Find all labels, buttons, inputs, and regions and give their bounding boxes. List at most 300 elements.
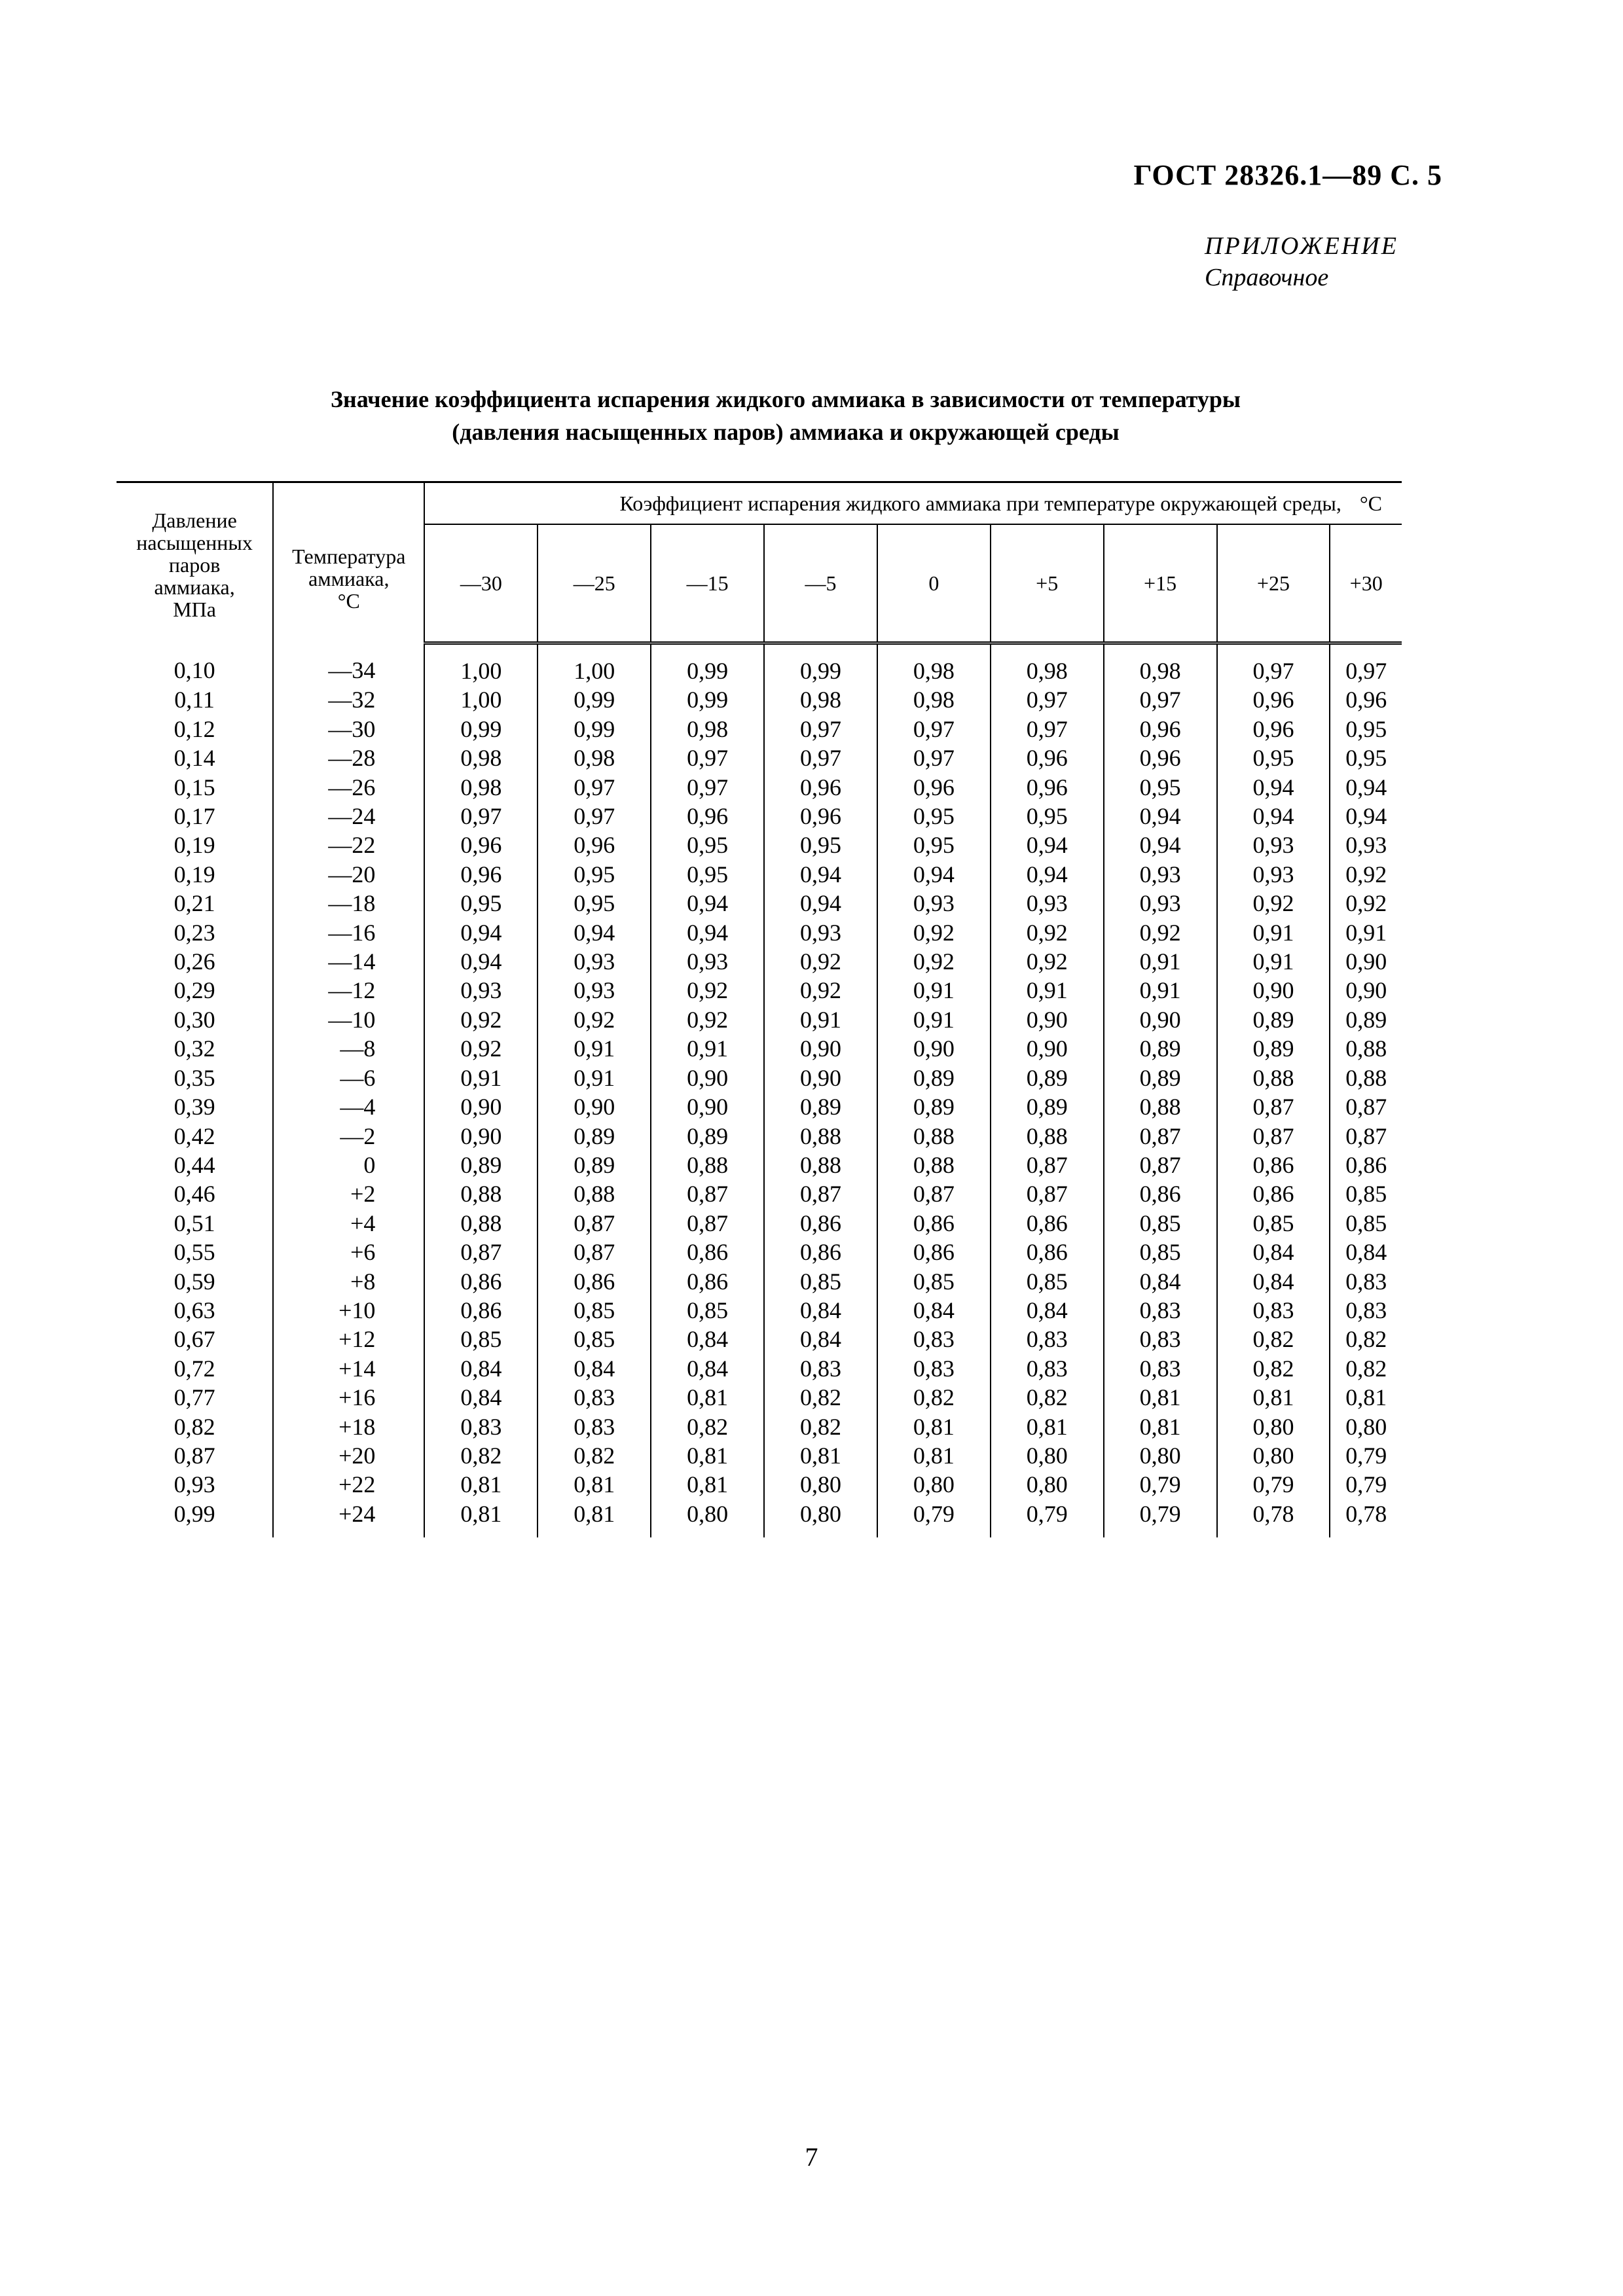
ammonia-temp-cell: +16: [273, 1383, 424, 1412]
coefficient-cell: 0,81: [1104, 1383, 1217, 1412]
table-row: [117, 1005, 1402, 1034]
coefficient-cell: 0,92: [651, 1005, 764, 1034]
table-row: [117, 1412, 1402, 1441]
pressure-cell: 0,29: [117, 976, 273, 1005]
coefficient-cell: 0,96: [1104, 744, 1217, 772]
coefficient-cell: 0,85: [1104, 1209, 1217, 1238]
ammonia-temp-cell: —18: [273, 889, 424, 918]
coefficient-cell: 0,94: [651, 889, 764, 918]
ammonia-temp-cell: —8: [273, 1034, 424, 1063]
ammonia-temp-cell: —22: [273, 831, 424, 859]
coefficient-cell: 0,93: [764, 918, 877, 947]
coefficient-cell: 0,81: [651, 1383, 764, 1412]
coefficient-cell: 0,87: [424, 1238, 538, 1266]
coefficient-cell: 0,87: [651, 1179, 764, 1208]
table-row: [117, 976, 1402, 1005]
coefficient-cell: 0,89: [1217, 1005, 1330, 1034]
coefficient-cell: 0,99: [764, 643, 877, 686]
coefficient-cell: 0,86: [764, 1209, 877, 1238]
coefficient-cell: 0,84: [424, 1383, 538, 1412]
header-coefficient-group: Коэффициент испарения жидкого аммиака при температуре окружающей среды, °С: [424, 482, 1402, 525]
coefficient-cell: 0,94: [764, 889, 877, 918]
table-row: [117, 685, 1402, 714]
coefficient-cell: 0,88: [877, 1151, 991, 1179]
coefficient-cell: 0,83: [1345, 1297, 1387, 1323]
ammonia-temp-cell: —12: [273, 976, 424, 1005]
ammonia-temp-cell: —6: [273, 1064, 424, 1092]
coefficient-cell: 0,97: [1104, 685, 1217, 714]
coefficient-cell: 0,92: [424, 1005, 538, 1034]
header-ambient-temp: —30: [424, 524, 538, 643]
coefficient-cell: 0,82: [764, 1383, 877, 1412]
coefficient-cell: 0,93: [1104, 860, 1217, 889]
coefficient-cell: 0,84: [651, 1354, 764, 1383]
coefficient-cell: 0,86: [651, 1267, 764, 1296]
pressure-cell: 0,14: [117, 744, 273, 772]
coefficient-cell: 0,90: [1217, 976, 1330, 1005]
coefficient-cell: 0,95: [877, 831, 991, 859]
ammonia-temp-cell: +4: [273, 1209, 424, 1238]
ammonia-temp-cell: +24: [273, 1499, 424, 1537]
coefficient-cell: 0,86: [991, 1238, 1104, 1266]
coefficient-cell: 0,88: [764, 1122, 877, 1151]
coefficient-cell: 0,96: [764, 802, 877, 831]
coefficient-cell: 0,85: [1345, 1181, 1387, 1208]
coefficient-cell: 0,83: [1104, 1325, 1217, 1354]
coefficient-cell: 0,96: [424, 831, 538, 859]
coefficient-cell: 0,90: [877, 1034, 991, 1063]
evaporation-coefficient-table: [117, 481, 1402, 1537]
coefficient-cell: 0,85: [424, 1325, 538, 1354]
pressure-cell: 0,39: [117, 1092, 273, 1121]
coefficient-cell: 0,90: [424, 1122, 538, 1151]
pressure-cell: 0,17: [117, 802, 273, 831]
coefficient-cell: 0,87: [1217, 1092, 1330, 1121]
coefficient-cell: 0,91: [651, 1034, 764, 1063]
coefficient-cell: 0,79: [1345, 1442, 1387, 1469]
coefficient-cell: 0,86: [1217, 1179, 1330, 1208]
coefficient-cell: 0,98: [764, 685, 877, 714]
coefficient-cell: 0,90: [764, 1034, 877, 1063]
coefficient-cell: 0,94: [1345, 803, 1387, 830]
coefficient-cell: 0,79: [1104, 1470, 1217, 1499]
table-row: [117, 802, 1402, 831]
coefficient-cell: 0,80: [1217, 1441, 1330, 1470]
coefficient-cell: 0,98: [538, 744, 651, 772]
coefficient-cell: 0,87: [877, 1179, 991, 1208]
coefficient-cell: 0,94: [1104, 802, 1217, 831]
coefficient-cell: 0,83: [1217, 1296, 1330, 1325]
coefficient-cell: 0,84: [991, 1296, 1104, 1325]
coefficient-cell: 0,95: [1345, 715, 1387, 742]
coefficient-cell: 0,97: [651, 744, 764, 772]
coefficient-cell: 0,92: [538, 1005, 651, 1034]
coefficient-cell: 0,89: [538, 1122, 651, 1151]
coefficient-cell: 0,96: [991, 773, 1104, 802]
pressure-cell: 0,55: [117, 1238, 273, 1266]
coefficient-cell: 0,79: [1345, 1471, 1387, 1498]
ammonia-temp-cell: —30: [273, 715, 424, 744]
table-row: [117, 1151, 1402, 1179]
coefficient-cell: 0,80: [1217, 1412, 1330, 1441]
coefficient-cell: 0,81: [1345, 1384, 1387, 1411]
coefficient-cell: 0,83: [1104, 1296, 1217, 1325]
coefficient-cell: 0,87: [1217, 1122, 1330, 1151]
coefficient-cell: 0,93: [991, 889, 1104, 918]
coefficient-cell: 0,87: [991, 1151, 1104, 1179]
coefficient-cell: 0,79: [877, 1499, 991, 1537]
ammonia-temp-cell: —10: [273, 1005, 424, 1034]
coefficient-cell: 0,80: [991, 1441, 1104, 1470]
coefficient-cell: 0,98: [877, 643, 991, 686]
pressure-cell: 0,87: [117, 1441, 273, 1470]
coefficient-cell: 0,88: [1104, 1092, 1217, 1121]
coefficient-cell: 0,94: [424, 918, 538, 947]
coefficient-cell: 0,82: [424, 1441, 538, 1470]
coefficient-cell: 0,98: [424, 773, 538, 802]
coefficient-cell: 0,92: [991, 918, 1104, 947]
coefficient-cell: 0,95: [651, 860, 764, 889]
coefficient-cell: 0,86: [424, 1296, 538, 1325]
coefficient-cell: 0,92: [1345, 861, 1387, 888]
coefficient-cell: 0,98: [1104, 643, 1217, 686]
coefficient-cell: 0,82: [651, 1412, 764, 1441]
coefficient-cell: 0,81: [424, 1499, 538, 1537]
coefficient-cell: 0,97: [651, 773, 764, 802]
pressure-cell: 0,46: [117, 1179, 273, 1208]
coefficient-cell: 0,93: [538, 976, 651, 1005]
pressure-cell: 0,77: [117, 1383, 273, 1412]
coefficient-cell: 0,86: [424, 1267, 538, 1296]
page-number: 7: [805, 2142, 818, 2172]
table-row: [117, 1499, 1402, 1537]
coefficient-cell: 0,97: [877, 715, 991, 744]
coefficient-cell: 0,88: [764, 1151, 877, 1179]
table-row: [117, 1296, 1402, 1325]
coefficient-cell: 0,94: [424, 947, 538, 976]
coefficient-cell: 0,91: [1345, 919, 1387, 946]
coefficient-cell: 0,80: [991, 1470, 1104, 1499]
coefficient-cell: 0,81: [538, 1499, 651, 1537]
coefficient-cell: 0,81: [651, 1441, 764, 1470]
header-ambient-temp: —25: [538, 524, 651, 643]
pressure-cell: 0,42: [117, 1122, 273, 1151]
coefficient-cell: 0,95: [538, 860, 651, 889]
coefficient-cell: 0,86: [991, 1209, 1104, 1238]
coefficient-cell: 0,92: [1217, 889, 1330, 918]
coefficient-cell: 0,97: [538, 773, 651, 802]
coefficient-cell: 0,94: [651, 918, 764, 947]
coefficient-cell: 0,87: [764, 1179, 877, 1208]
table-row: [117, 1470, 1402, 1499]
header-ammonia-temperature: Температура аммиака, °С: [273, 482, 424, 643]
coefficient-cell: 0,90: [991, 1034, 1104, 1063]
table-row: [117, 889, 1402, 918]
coefficient-cell: 0,96: [764, 773, 877, 802]
pressure-cell: 0,23: [117, 918, 273, 947]
ammonia-temp-cell: +8: [273, 1267, 424, 1296]
pressure-cell: 0,82: [117, 1412, 273, 1441]
coefficient-cell: 0,82: [1345, 1326, 1387, 1353]
header-ambient-temp: +30: [1330, 524, 1402, 643]
coefficient-cell: 0,85: [538, 1325, 651, 1354]
coefficient-cell: 0,81: [1104, 1412, 1217, 1441]
coefficient-cell: 0,93: [1217, 831, 1330, 859]
coefficient-cell: 0,86: [877, 1238, 991, 1266]
coefficient-cell: 0,83: [538, 1383, 651, 1412]
coefficient-cell: 0,99: [651, 643, 764, 686]
coefficient-cell: 0,85: [991, 1267, 1104, 1296]
ammonia-temp-cell: —4: [273, 1092, 424, 1121]
coefficient-cell: 0,82: [877, 1383, 991, 1412]
coefficient-cell: 0,87: [1104, 1122, 1217, 1151]
header-ambient-temp: +5: [991, 524, 1104, 643]
coefficient-cell: 0,95: [1104, 773, 1217, 802]
coefficient-cell: 0,92: [424, 1034, 538, 1063]
coefficient-cell: 0,79: [1217, 1470, 1330, 1499]
coefficient-cell: 0,79: [1104, 1499, 1217, 1537]
pressure-cell: 0,12: [117, 715, 273, 744]
pressure-cell: 0,21: [117, 889, 273, 918]
ammonia-temp-cell: —16: [273, 918, 424, 947]
pressure-cell: 0,19: [117, 831, 273, 859]
coefficient-cell: 0,99: [424, 715, 538, 744]
coefficient-cell: 0,91: [877, 976, 991, 1005]
coefficient-cell: 0,90: [1345, 977, 1387, 1004]
coefficient-cell: 0,98: [651, 715, 764, 744]
ammonia-temp-cell: +2: [273, 1179, 424, 1208]
coefficient-cell: 0,88: [651, 1151, 764, 1179]
coefficient-cell: 0,94: [877, 860, 991, 889]
coefficient-cell: 0,89: [991, 1092, 1104, 1121]
coefficient-cell: 0,90: [651, 1064, 764, 1092]
coefficient-cell: 0,82: [1217, 1325, 1330, 1354]
coefficient-cell: 0,86: [877, 1209, 991, 1238]
header-ambient-temp: +15: [1104, 524, 1217, 643]
coefficient-cell: 0,91: [1104, 947, 1217, 976]
pressure-cell: 0,10: [117, 643, 273, 686]
coefficient-cell: 0,87: [1345, 1122, 1387, 1149]
table-row: [117, 1209, 1402, 1238]
coefficient-cell: 0,95: [1345, 745, 1387, 772]
coefficient-cell: 0,96: [1217, 715, 1330, 744]
coefficient-cell: 0,87: [1104, 1151, 1217, 1179]
coefficient-cell: 0,81: [1217, 1383, 1330, 1412]
coefficient-cell: 0,92: [1104, 918, 1217, 947]
coefficient-cell: 0,90: [764, 1064, 877, 1092]
coefficient-cell: 0,96: [1345, 687, 1387, 713]
coefficient-cell: 0,97: [764, 744, 877, 772]
ammonia-temp-cell: +18: [273, 1412, 424, 1441]
coefficient-cell: 0,95: [538, 889, 651, 918]
coefficient-cell: 0,86: [1345, 1151, 1387, 1178]
coefficient-cell: 0,91: [538, 1034, 651, 1063]
coefficient-cell: 0,81: [651, 1470, 764, 1499]
coefficient-cell: 0,91: [1217, 947, 1330, 976]
coefficient-cell: 0,91: [424, 1064, 538, 1092]
pressure-cell: 0,93: [117, 1470, 273, 1499]
ammonia-temp-cell: +12: [273, 1325, 424, 1354]
coefficient-cell: 0,97: [991, 715, 1104, 744]
pressure-cell: 0,11: [117, 685, 273, 714]
table-body: [117, 643, 1402, 1538]
coefficient-cell: 0,97: [1345, 658, 1387, 684]
pressure-cell: 0,44: [117, 1151, 273, 1179]
coefficient-cell: 0,81: [538, 1470, 651, 1499]
coefficient-cell: 0,93: [1345, 832, 1387, 859]
coefficient-cell: 0,89: [764, 1092, 877, 1121]
coefficient-cell: 0,88: [424, 1209, 538, 1238]
coefficient-cell: 0,94: [764, 860, 877, 889]
table-row: [117, 1441, 1402, 1470]
coefficient-cell: 0,85: [877, 1267, 991, 1296]
table-row: [117, 1179, 1402, 1208]
coefficient-cell: 0,89: [1217, 1034, 1330, 1063]
coefficient-cell: 0,83: [877, 1325, 991, 1354]
coefficient-cell: 0,79: [991, 1499, 1104, 1537]
coefficient-cell: 0,95: [877, 802, 991, 831]
header-ambient-temp: 0: [877, 524, 991, 643]
pressure-cell: 0,32: [117, 1034, 273, 1063]
coefficient-cell: 0,82: [764, 1412, 877, 1441]
coefficient-cell: 0,86: [764, 1238, 877, 1266]
coefficient-cell: 0,96: [991, 744, 1104, 772]
coefficient-cell: 0,96: [651, 802, 764, 831]
coefficient-cell: 0,86: [651, 1238, 764, 1266]
coefficient-cell: 0,85: [764, 1267, 877, 1296]
pressure-cell: 0,63: [117, 1296, 273, 1325]
coefficient-cell: 0,94: [991, 831, 1104, 859]
coefficient-cell: 0,91: [1217, 918, 1330, 947]
coefficient-cell: 0,86: [1104, 1179, 1217, 1208]
coefficient-cell: 0,84: [1217, 1267, 1330, 1296]
table-row: [117, 1238, 1402, 1266]
coefficient-cell: 0,92: [991, 947, 1104, 976]
coefficient-cell: 0,88: [1217, 1064, 1330, 1092]
coefficient-cell: 0,82: [538, 1441, 651, 1470]
coefficient-cell: 0,97: [877, 744, 991, 772]
coefficient-cell: 0,89: [877, 1092, 991, 1121]
coefficient-cell: 0,81: [877, 1412, 991, 1441]
coefficient-cell: 0,90: [651, 1092, 764, 1121]
coefficient-cell: 0,95: [991, 802, 1104, 831]
coefficient-cell: 0,84: [1345, 1239, 1387, 1266]
pressure-cell: 0,51: [117, 1209, 273, 1238]
coefficient-cell: 0,88: [1345, 1064, 1387, 1091]
table-title-line-1: Значение коэффициента испарения жидкого аммиака в зависимости от температуры: [331, 386, 1241, 412]
coefficient-cell: 0,80: [1345, 1413, 1387, 1440]
coefficient-cell: 0,93: [538, 947, 651, 976]
table-title-line-2: (давления насыщенных паров) аммиака и окружающей среды: [452, 419, 1120, 445]
coefficient-cell: 0,94: [538, 918, 651, 947]
page-header: ГОСТ 28326.1—89 С. 5: [1133, 159, 1442, 191]
coefficient-cell: 0,87: [1345, 1094, 1387, 1121]
table-row: [117, 1267, 1402, 1296]
coefficient-cell: 0,91: [764, 1005, 877, 1034]
coefficient-cell: 1,00: [538, 643, 651, 686]
table-row: [117, 744, 1402, 772]
coefficient-cell: 0,96: [877, 773, 991, 802]
coefficient-cell: 0,90: [424, 1092, 538, 1121]
ammonia-temp-cell: 0: [273, 1151, 424, 1179]
table-row: [117, 1064, 1402, 1092]
coefficient-cell: 0,88: [538, 1179, 651, 1208]
table-row: [117, 1325, 1402, 1354]
coefficient-cell: 0,96: [424, 860, 538, 889]
coefficient-cell: 0,93: [651, 947, 764, 976]
coefficient-cell: 0,94: [1217, 802, 1330, 831]
coefficient-cell: 0,80: [651, 1499, 764, 1537]
table-row: [117, 831, 1402, 859]
coefficient-cell: 0,94: [1345, 774, 1387, 800]
appendix-label: [1205, 230, 1398, 293]
table-row: [117, 1122, 1402, 1151]
table-title: [118, 383, 1453, 448]
ammonia-temp-cell: —2: [273, 1122, 424, 1151]
coefficient-cell: 0,89: [991, 1064, 1104, 1092]
coefficient-cell: 0,95: [651, 831, 764, 859]
ammonia-temp-cell: +22: [273, 1470, 424, 1499]
coefficient-cell: 0,92: [764, 976, 877, 1005]
pressure-cell: 0,72: [117, 1354, 273, 1383]
coefficient-cell: 0,92: [651, 976, 764, 1005]
coefficient-cell: 0,92: [877, 947, 991, 976]
coefficient-cell: 0,95: [424, 889, 538, 918]
ammonia-temp-cell: —24: [273, 802, 424, 831]
table-row: [117, 773, 1402, 802]
coefficient-cell: 0,81: [991, 1412, 1104, 1441]
coefficient-cell: 0,87: [538, 1209, 651, 1238]
coefficient-cell: 1,00: [424, 685, 538, 714]
ammonia-temp-cell: —34: [273, 643, 424, 686]
pressure-cell: 0,67: [117, 1325, 273, 1354]
coefficient-cell: 0,88: [991, 1122, 1104, 1151]
coefficient-cell: 0,94: [1217, 773, 1330, 802]
pressure-cell: 0,99: [117, 1499, 273, 1537]
coefficient-cell: 0,84: [651, 1325, 764, 1354]
coefficient-cell: 0,80: [764, 1499, 877, 1537]
table-row: [117, 1354, 1402, 1383]
coefficient-cell: 0,85: [1217, 1209, 1330, 1238]
coefficient-cell: 0,80: [764, 1470, 877, 1499]
coefficient-cell: 0,86: [1217, 1151, 1330, 1179]
coefficient-cell: 0,91: [1104, 976, 1217, 1005]
coefficient-cell: 0,89: [1104, 1064, 1217, 1092]
coefficient-cell: 0,86: [538, 1267, 651, 1296]
table-row: [117, 1092, 1402, 1121]
coefficient-cell: 0,95: [1217, 744, 1330, 772]
coefficient-cell: 0,83: [991, 1325, 1104, 1354]
coefficient-cell: 0,88: [1345, 1035, 1387, 1062]
coefficient-cell: 0,78: [1217, 1499, 1330, 1537]
coefficient-cell: 0,82: [1217, 1354, 1330, 1383]
coefficient-cell: 1,00: [424, 643, 538, 686]
coefficient-cell: 0,87: [538, 1238, 651, 1266]
coefficient-cell: 0,81: [764, 1441, 877, 1470]
appendix-subtitle: Справочное: [1205, 264, 1329, 291]
ammonia-temp-cell: +6: [273, 1238, 424, 1266]
coefficient-cell: 0,90: [991, 1005, 1104, 1034]
coefficient-cell: 0,88: [424, 1179, 538, 1208]
coefficient-cell: 0,82: [991, 1383, 1104, 1412]
pressure-cell: 0,26: [117, 947, 273, 976]
header-ambient-temp: —15: [651, 524, 764, 643]
coefficient-cell: 0,90: [538, 1092, 651, 1121]
coefficient-cell: 0,84: [1217, 1238, 1330, 1266]
coefficient-cell: 0,84: [764, 1325, 877, 1354]
coefficient-cell: 0,88: [877, 1122, 991, 1151]
table-row: [117, 947, 1402, 976]
